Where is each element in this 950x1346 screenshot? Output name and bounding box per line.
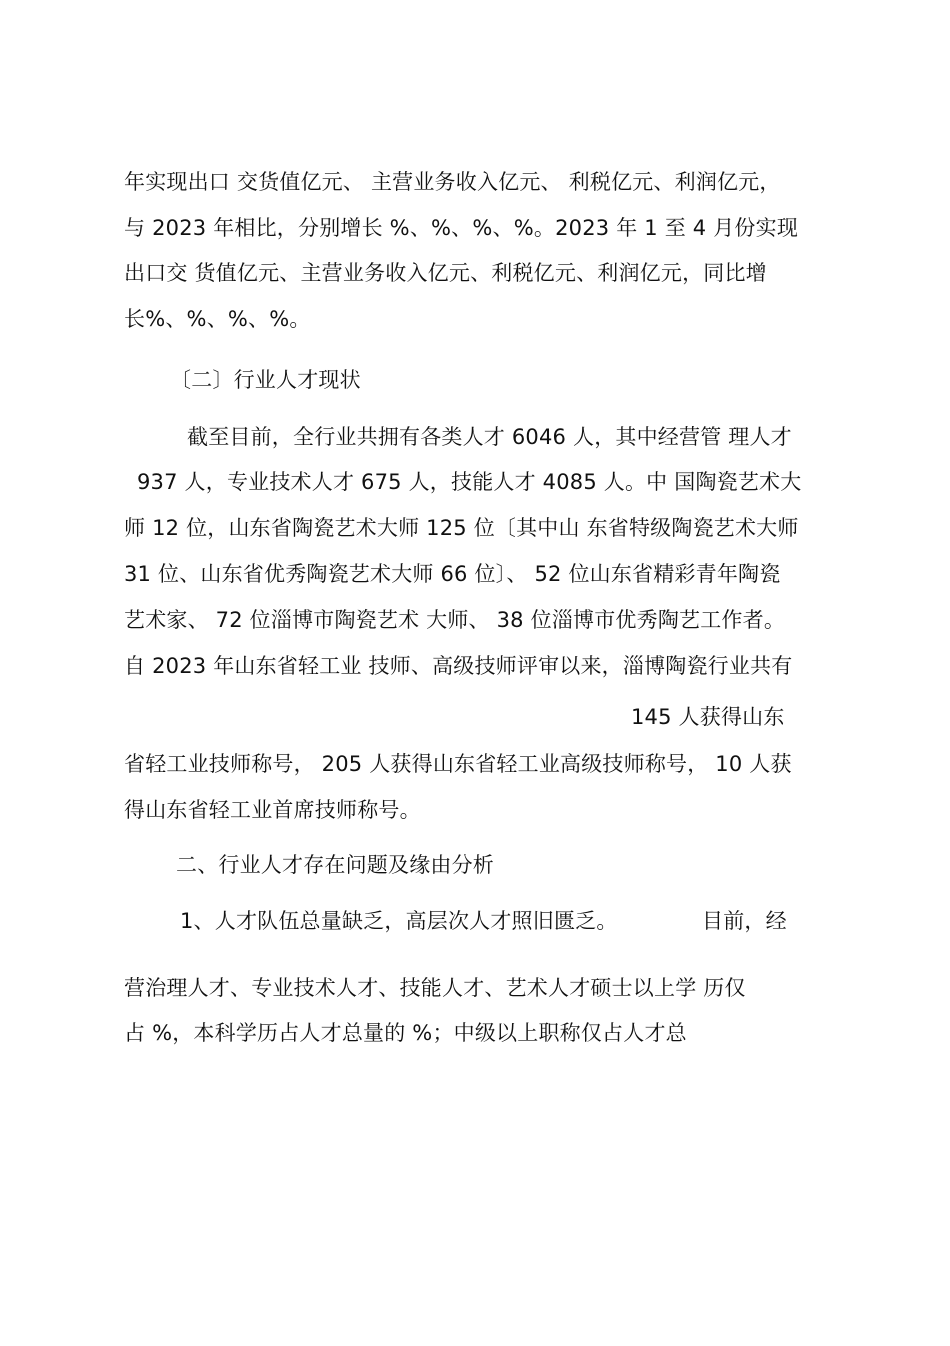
paragraph-line-9: 艺术家、 72 位淄博市陶瓷艺术 大师、 38 位淄博市优秀陶艺工作者。 bbox=[124, 608, 786, 632]
paragraph-line-10: 自 2023 年山东省轻工业 技师、高级技师评审以来，淄博陶瓷行业共有 bbox=[124, 654, 793, 678]
section-heading-talent-status: 〔二〕行业人才现状 bbox=[170, 368, 361, 392]
paragraph-line-8: 31 位、山东省优秀陶瓷艺术大师 66 位〕、 52 位山东省精彩青年陶瓷 bbox=[124, 562, 781, 586]
paragraph-line-12: 省轻工业技师称号， 205 人获得山东省轻工业高级技师称号， 10 人获 bbox=[124, 752, 792, 776]
paragraph-line-2: 与 2023 年相比，分别增长 %、%、%、%。2023 年 1 至 4 月份实现 bbox=[124, 216, 799, 240]
section-heading-problems: 二、行业人才存在问题及缘由分析 bbox=[176, 853, 494, 877]
paragraph-line-15: 营治理人才、专业技术人才、技能人才、艺术人才硕士以上学 历仅 bbox=[124, 976, 746, 1000]
paragraph-line-13: 得山东省轻工业首席技师称号。 bbox=[124, 798, 421, 822]
paragraph-line-3: 出口交 货值亿元、主营业务收入亿元、利税亿元、利润亿元，同比增 bbox=[124, 261, 767, 285]
paragraph-line-14a: 1、人才队伍总量缺乏，高层次人才照旧匮乏。 bbox=[180, 909, 618, 933]
paragraph-line-11: 145 人获得山东 bbox=[631, 705, 785, 729]
paragraph-line-1: 年实现出口 交货值亿元、 主营业务收入亿元、 利税亿元、利润亿元， bbox=[124, 170, 781, 194]
paragraph-line-7: 师 12 位，山东省陶瓷艺术大师 125 位〔其中山 东省特级陶瓷艺术大师 bbox=[124, 516, 799, 540]
paragraph-line-5: 截至目前，全行业共拥有各类人才 6046 人，其中经营管 理人才 bbox=[187, 425, 792, 449]
paragraph-line-14b: 目前，经 bbox=[702, 909, 787, 933]
paragraph-line-16: 占 %，本科学历占人才总量的 %；中级以上职称仅占人才总 bbox=[124, 1021, 687, 1045]
paragraph-line-6: 937 人，专业技术人才 675 人，技能人才 4085 人。中 国陶瓷艺术大 bbox=[137, 470, 802, 494]
paragraph-line-4: 长%、%、%、%。 bbox=[124, 307, 311, 331]
